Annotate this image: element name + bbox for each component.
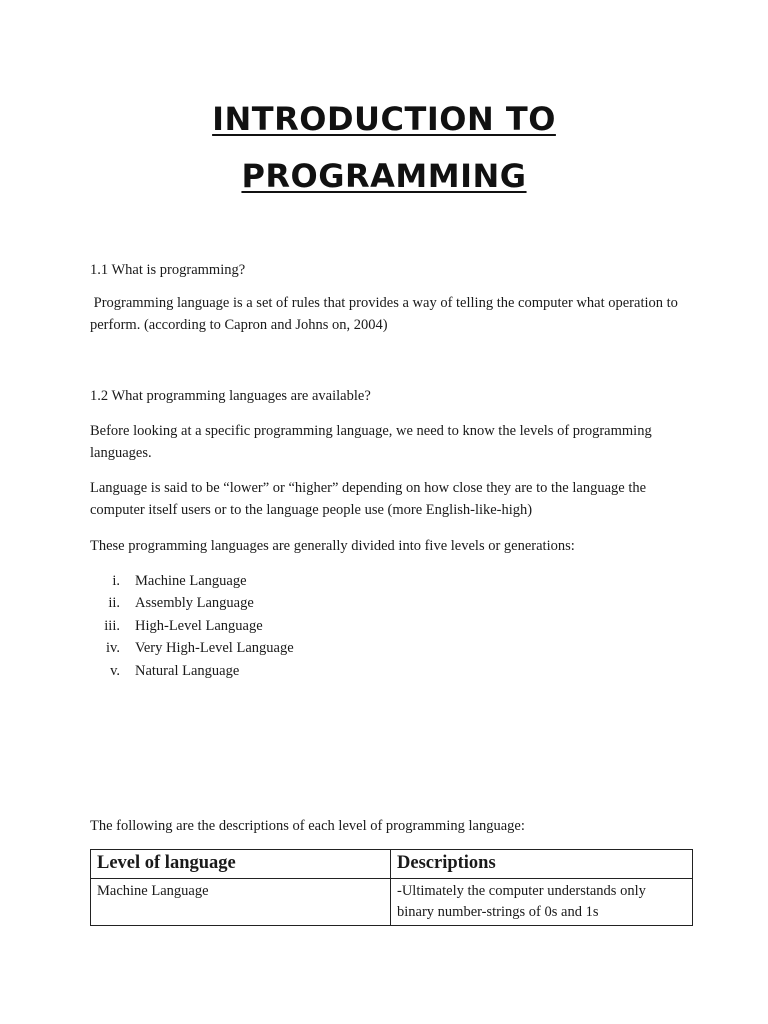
document-title-line-1: INTRODUCTION TO [212, 100, 556, 138]
section-2-paragraph-3: These programming languages are generally divided into five levels or generations: [90, 538, 575, 554]
list-item [90, 615, 490, 637]
section-2-paragraph-1: Before looking at a specific programming language, we need to know the levels of programming languages. [90, 423, 652, 461]
list-item-number: ii. [108, 595, 120, 612]
list-item-number: iv. [106, 640, 120, 657]
document-title-line-2: PROGRAMMING [241, 157, 527, 195]
list-item-label: High-Level Language [135, 617, 263, 634]
list-item-label: Natural Language [135, 662, 240, 679]
list-item-number: v. [110, 662, 120, 679]
list-item-label: Machine Language [135, 573, 247, 589]
list-item [90, 570, 490, 592]
table-header-level: Level of language [91, 850, 391, 879]
list-item-label: Assembly Language [135, 595, 254, 612]
list-item-number: iii. [104, 617, 120, 634]
list-item [90, 660, 490, 682]
table-row [91, 879, 693, 926]
list-item-label: Very High-Level Language [135, 640, 294, 657]
list-item-number: i. [112, 573, 120, 589]
list-item [90, 592, 490, 614]
section-1-paragraph: Programming language is a set of rules that provides a way of telling the computer what operation to perform. (according to Capron and Johns on, 2004) [90, 295, 682, 333]
levels-description-table [90, 849, 693, 926]
table-intro-text: The following are the descriptions of each level of programming language: [90, 818, 525, 834]
section-2-paragraph-2: Language is said to be “lower” or “higher” depending on how close they are to the language the computer itself users or to the language people use (more English-like-high) [90, 480, 647, 518]
section-1-heading: 1.1 What is programming? [90, 262, 246, 278]
language-levels-list [90, 570, 490, 682]
table-header-row [91, 850, 693, 879]
table-cell-description: -Ultimately the computer understands only binary number-strings of 0s and 1s [391, 879, 693, 926]
table-cell-level: Machine Language [91, 879, 391, 926]
table-header-descriptions: Descriptions [391, 850, 693, 879]
list-item [90, 637, 490, 659]
section-2-heading: 1.2 What programming languages are available? [90, 388, 371, 404]
